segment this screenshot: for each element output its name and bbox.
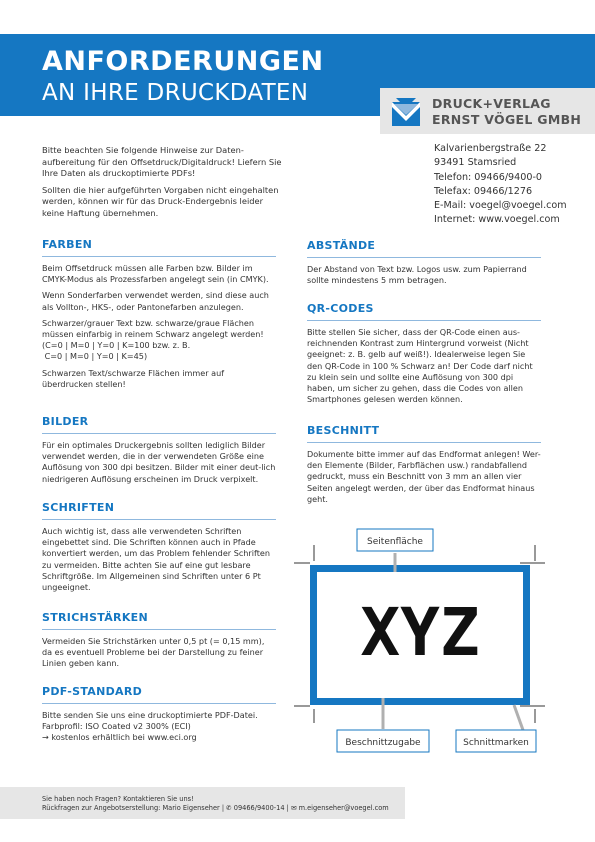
- section-paragraph: Dokumente bitte immer auf das Endformat anlegen! Wer-den Elemente (Bilder, Farbflächen usw.) randabfallend gedruckt, muss ein Beschnitt von 3 mm an allen vier Seiten angelegt werden, der über das Endformat hinaus geht.: [307, 449, 541, 504]
- section-paragraph: Beim Offsetdruck müssen alle Farben bzw. Bilder im CMYK-Modus als Prozessfarben angelegt sein (in CMYK).: [42, 263, 269, 285]
- section-schriften: [42, 501, 276, 598]
- section-bilder: [42, 415, 276, 490]
- section-paragraph: Schwarzen Text/schwarze Flächen immer auf überdrucken stellen!: [42, 367, 225, 389]
- label-seitenflaeche: Seitenfläche: [367, 537, 423, 547]
- intro-paragraph: Sollten die hier aufgeführten Vorgaben nicht eingehalten werden, können wir für das Druck-Endergebnis leider keine Haftung übernehmen.: [42, 184, 279, 218]
- section-heading: BESCHNITT: [307, 424, 541, 443]
- section-heading: QR-CODES: [307, 302, 541, 321]
- connector-line: [514, 705, 523, 730]
- logo-text-line1: DRUCK+VERLAG: [432, 96, 551, 111]
- section-heading: BILDER: [42, 415, 276, 434]
- pdf-line: Bitte senden Sie uns eine druckoptimierte PDF-Datei.: [42, 710, 258, 720]
- section-paragraph: Für ein optimales Druckergebnis sollten lediglich Bilder verwendet werden, die in der verwendeten Größe eine Auflösung von 300 dpi besitzen. Bilder mit einer deut-lich niedrigeren Auflösung erscheinen im Druck verpixelt.: [42, 440, 276, 484]
- intro-text: [42, 145, 282, 225]
- pdf-line: Farbprofil: ISO Coated v2 300% (ECI): [42, 721, 191, 732]
- section-qr-codes: [307, 302, 541, 410]
- pdf-line: → kostenlos erhältlich bei www.eci.org: [42, 732, 197, 743]
- section-paragraph: Der Abstand von Text bzw. Logos usw. zum Papierrand sollte mindestens 5 mm betragen.: [307, 264, 527, 286]
- contact-phone: Telefon: 09466/9400-0: [434, 171, 543, 183]
- section-heading: STRICHSTÄRKEN: [42, 611, 276, 630]
- voegel-logo-icon: [392, 98, 420, 126]
- page-subtitle: AN IHRE DRUCKDATEN: [42, 80, 309, 106]
- footer-bar: [0, 787, 405, 819]
- contact-web[interactable]: Internet: www.voegel.com: [434, 214, 560, 226]
- logo-text-line2: ERNST VÖGEL GMBH: [432, 112, 582, 127]
- section-paragraph: Auch wichtig ist, dass alle verwendeten Schriften eingebettet sind. Die Schriften können auch in Pfade konvertiert werden, um das Problem fehlender Schriften zu vermeiden. Bitte achten Sie auf eine gut lesbare Schriftgröße. Im Allgemeinen sind Schriften unter 6 Pt ungeeignet.: [42, 526, 270, 593]
- company-logo: [380, 88, 595, 134]
- section-heading: ABSTÄNDE: [307, 239, 541, 258]
- intro-paragraph: Bitte beachten Sie folgende Hinweise zur Daten-aufbereitung für den Offsetdruck/Digitaldruck! Liefern Sie Ihre Daten als druckoptimierte PDFs!: [42, 145, 282, 179]
- bleed-diagram: [290, 525, 550, 757]
- contact-email[interactable]: E-Mail: voegel@voegel.com: [434, 200, 567, 212]
- cmyk-values-line: C=0 | M=0 | Y=0 | K=45): [42, 351, 148, 362]
- section-heading: FARBEN: [42, 238, 276, 257]
- section-heading: SCHRIFTEN: [42, 501, 276, 520]
- contact-block: [434, 142, 567, 228]
- label-schnittmarken: Schnittmarken: [463, 738, 529, 748]
- section-strichstaerken: [42, 611, 276, 675]
- section-paragraph: Bitte stellen Sie sicher, dass der QR-Code einen aus-reichnenden Kontrast zum Hintergrund vorweist (Nicht geeignet: z. B. gelb auf weiß!). Idealerweise legen Sie den QR-Code in 100 % Schwarz an! Der Code darf nicht zu klein sein und sollte eine Auflösung von 300 dpi haben, um sicher zu gehen, dass die Codes von allen Smartphones gelesen werden können.: [307, 327, 533, 405]
- label-beschnittzugabe: Beschnittzugabe: [345, 738, 421, 748]
- page-title: ANFORDERUNGEN: [42, 46, 324, 77]
- section-heading: PDF-STANDARD: [42, 685, 276, 704]
- footer-contact-line: Rückfragen zur Angebotserstellung: Mario Eigenseher | ✆ 09466/9400-14 | ✉ m.eigenseher@voegel.com: [42, 804, 389, 812]
- cmyk-values-line: (C=0 | M=0 | Y=0 | K=100 bzw. z. B.: [42, 340, 191, 351]
- section-farben: [42, 238, 276, 395]
- section-paragraph: Schwarzer/grauer Text bzw. schwarze/graue Flächen müssen einfarbig in reinem Schwarz angelegt werden!: [42, 317, 264, 340]
- sample-text-xyz: XYZ: [360, 594, 480, 671]
- section-paragraph: Wenn Sonderfarben verwendet werden, sind diese auch als Vollton-, HKS-, oder Pantonefarben anzulegen.: [42, 290, 269, 312]
- section-abstaende: [307, 239, 541, 291]
- contact-street: Kalvarienbergstraße 22: [434, 143, 547, 154]
- contact-city: 93491 Stamsried: [434, 157, 517, 169]
- footer-line: Sie haben noch Fragen? Kontaktieren Sie uns!: [42, 795, 194, 803]
- section-pdf-standard: [42, 685, 276, 744]
- contact-fax: Telefax: 09466/1276: [434, 185, 533, 197]
- section-paragraph: Vermeiden Sie Strichstärken unter 0,5 pt (= 0,15 mm), da es eventuell Probleme bei der Darstellung zu feiner Linien geben kann.: [42, 636, 265, 669]
- section-beschnitt: [307, 424, 541, 510]
